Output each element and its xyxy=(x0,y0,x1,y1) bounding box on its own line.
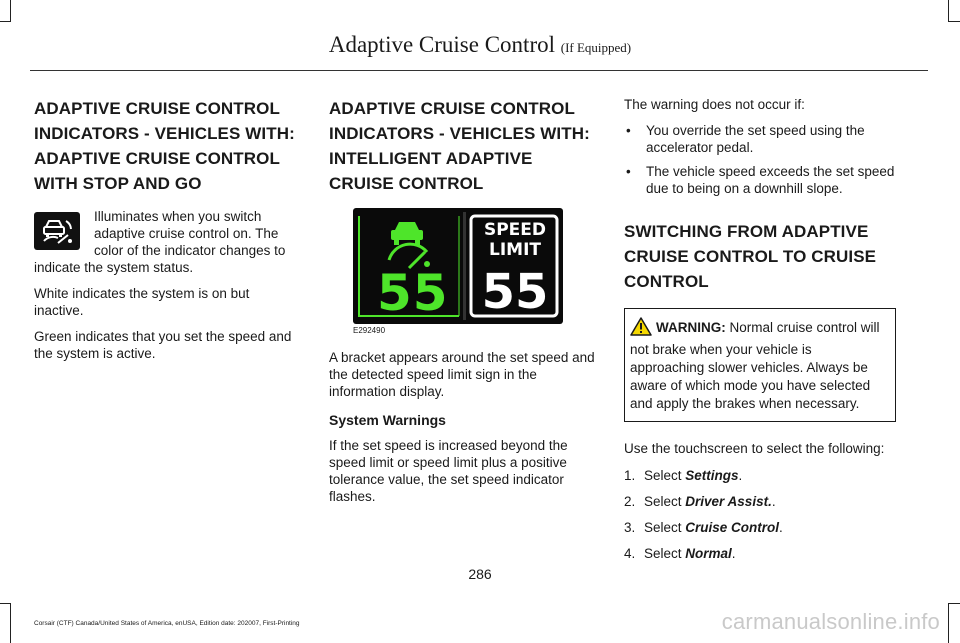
warning-exceptions-list xyxy=(624,122,896,197)
crop-mark xyxy=(10,603,11,643)
column-2 xyxy=(329,96,601,514)
page-number: 286 xyxy=(468,566,492,582)
watermark: carmanualsonline.info xyxy=(721,609,940,634)
column-3 xyxy=(624,96,896,571)
bracket-text: A bracket appears around the set speed and the detected speed limit sign in the information display. xyxy=(329,350,595,399)
header-title: Adaptive Cruise Control xyxy=(328,32,555,57)
section-heading-stop-and-go: ADAPTIVE CRUISE CONTROL INDICATORS - VEHICLES WITH: ADAPTIVE CRUISE CONTROL WITH STOP AND GO xyxy=(34,99,295,193)
crop-mark xyxy=(948,603,949,643)
crop-mark xyxy=(948,0,949,22)
crop-mark xyxy=(948,21,960,22)
indicator-description: Illuminates when you switch adaptive cruise control on. The color of the indicator changes to indicate the system status. xyxy=(34,209,286,275)
crop-mark xyxy=(10,0,11,22)
system-warnings-heading: System Warnings xyxy=(329,412,446,428)
header-subtitle: (If Equipped) xyxy=(560,40,632,55)
speed-limit-label-line1: SPEED xyxy=(483,220,547,240)
list-item: 4. Select Normal. xyxy=(624,546,736,561)
steps-list xyxy=(624,467,896,562)
crop-mark xyxy=(0,603,11,604)
warning-label: WARNING: xyxy=(656,320,726,335)
section-heading-switching: SWITCHING FROM ADAPTIVE CRUISE CONTROL TO CRUISE CONTROL xyxy=(624,222,877,291)
list-item: 2. Select Driver Assist.. xyxy=(624,494,776,509)
warning-text: Normal cruise control will not brake when your vehicle is approaching slower vehicles. Always be aware of which mode you have selected and apply the brakes when necessary. xyxy=(630,320,880,411)
white-indicator-text: White indicates the system is on but inactive. xyxy=(34,286,250,318)
column-1 xyxy=(34,96,302,371)
footer-edition: Corsair (CTF) Canada/United States of America, enUSA, Edition date: 202007, First-Printing xyxy=(34,620,300,627)
menu-item-driver-assist: Driver Assist. xyxy=(685,494,772,509)
page-header xyxy=(0,32,960,58)
figure-code: E292490 xyxy=(353,326,386,335)
speed-limit-sign-value: 55 xyxy=(481,264,549,320)
menu-item-cruise-control: Cruise Control xyxy=(685,520,780,535)
speed-limit-label-line2: LIMIT xyxy=(489,240,541,260)
warning-exceptions-intro: The warning does not occur if: xyxy=(624,97,805,112)
green-indicator-text: Green indicates that you set the speed and the system is active. xyxy=(34,329,292,361)
system-warning-text: If the set speed is increased beyond the speed limit or speed limit plus a positive tolerance value, the set speed indicator flashes. xyxy=(329,438,568,504)
speed-display-figure xyxy=(353,208,563,324)
adaptive-cruise-indicator-icon xyxy=(34,212,80,250)
warning-triangle-icon xyxy=(630,317,652,341)
header-rule xyxy=(30,70,928,71)
section-heading-intelligent: ADAPTIVE CRUISE CONTROL INDICATORS - VEHICLES WITH: INTELLIGENT ADAPTIVE CRUISE CONTROL xyxy=(329,99,590,193)
list-item: • You override the set speed using the accelerator pedal. xyxy=(626,123,865,155)
menu-item-settings: Settings xyxy=(685,468,739,483)
crop-mark xyxy=(0,21,11,22)
steps-intro: Use the touchscreen to select the following: xyxy=(624,441,885,456)
list-item: 1. Select Settings. xyxy=(624,468,743,483)
crop-mark xyxy=(948,603,960,604)
list-item: • The vehicle speed exceeds the set speed due to being on a downhill slope. xyxy=(626,164,895,196)
warning-box xyxy=(624,308,896,422)
set-speed-value: 55 xyxy=(377,264,449,322)
list-item: 3. Select Cruise Control. xyxy=(624,520,783,535)
menu-item-normal: Normal xyxy=(685,546,732,561)
